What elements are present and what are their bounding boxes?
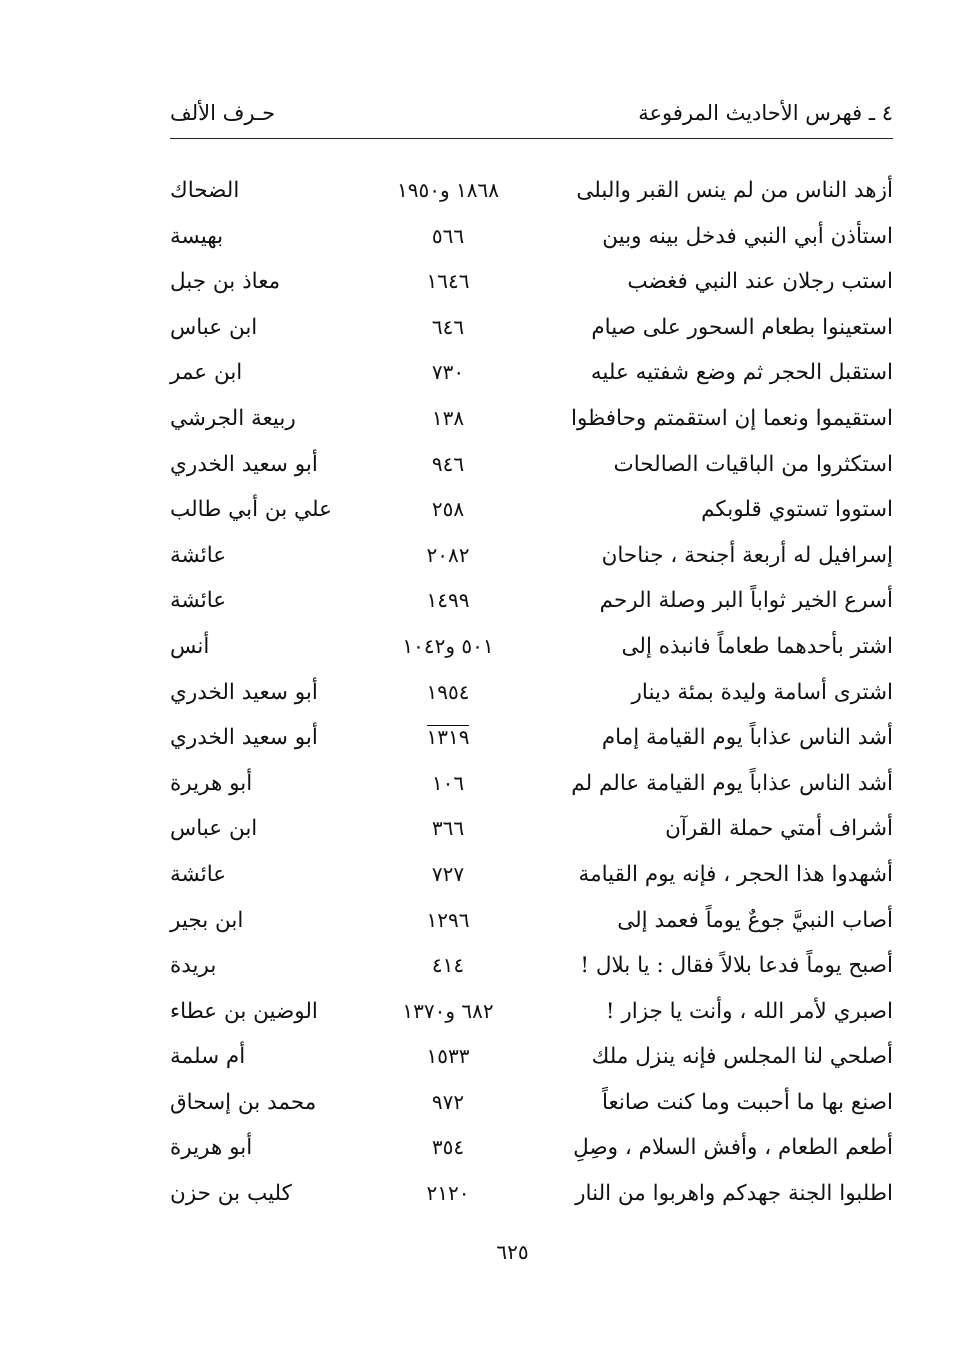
hadith-text: أطعم الطعام ، وأفش السلام ، وصِلِ	[573, 1135, 893, 1161]
narrator-name	[170, 214, 400, 260]
narrator-name-value: أم سلمة	[170, 1044, 246, 1070]
narrator-name	[170, 396, 400, 442]
narrator-name-value: أبو هريرة	[170, 770, 253, 796]
letter-title: حـرف الألف	[170, 101, 276, 125]
hadith-number-value: ٥٦٦	[431, 223, 465, 248]
narrator-name-value: عائشة	[170, 588, 227, 614]
narrator-name-value: بهيسة	[170, 223, 224, 249]
narrator-name	[170, 989, 400, 1035]
narrator-name	[170, 761, 400, 807]
hadith-number-value: ٧٣٠	[431, 360, 465, 385]
hadith-number-value: ٢١٢٠	[426, 1181, 470, 1206]
hadith-text: استقيموا ونعما إن استقمتم وحافظوا	[571, 405, 893, 431]
hadith-text: أشد الناس عذاباً يوم القيامة إمام	[601, 725, 893, 751]
narrator-name	[170, 943, 400, 989]
index-row	[170, 168, 893, 214]
hadith-text: اطلبوا الجنة جهدكم واهربوا من النار	[575, 1181, 893, 1207]
index-row	[170, 487, 893, 533]
index-row	[170, 214, 893, 260]
narrator-name-value: بريدة	[170, 953, 217, 979]
hadith-text: أصاب النبيَّ جوعٌ يوماً فعمد إلى	[617, 907, 893, 933]
index-row	[170, 624, 893, 670]
hadith-text: أزهد الناس من لم ينس القبر والبلى	[576, 178, 893, 203]
hadith-index-table	[170, 168, 893, 1217]
narrator-name	[170, 715, 400, 761]
narrator-name-value: أبو هريرة	[170, 1135, 253, 1161]
hadith-text: استعينوا بطعام السحور على صيام	[591, 314, 893, 340]
hadith-text: اشتر بأحدهما طعاماً فانبذه إلى	[621, 633, 893, 659]
index-row	[170, 442, 893, 488]
index-row	[170, 1080, 893, 1126]
narrator-name-value: الوضين بن عطاء	[170, 998, 318, 1024]
narrator-name	[170, 1034, 400, 1080]
narrator-name	[170, 1171, 400, 1217]
narrator-name-value: ابن بجير	[170, 907, 244, 933]
hadith-number-value: ١٢٩٦	[426, 907, 470, 932]
narrator-name	[170, 442, 400, 488]
header-divider	[170, 138, 893, 139]
narrator-name-value: ابن عباس	[170, 816, 258, 842]
index-row	[170, 578, 893, 624]
hadith-number-value: ٩٤٦	[431, 451, 465, 476]
hadith-number-value: ٤١٤	[431, 953, 465, 978]
narrator-name	[170, 168, 400, 214]
index-row	[170, 852, 893, 898]
index-row	[170, 259, 893, 305]
narrator-name	[170, 852, 400, 898]
hadith-number-value: ١٤٩٩	[426, 588, 470, 613]
hadith-number-value: ١٠٦	[431, 770, 465, 795]
hadith-text: إسرافيل له أربعة أجنحة ، جناحان	[601, 542, 893, 568]
narrator-name	[170, 578, 400, 624]
hadith-number-value: ٢٠٨٢	[426, 542, 470, 567]
narrator-name	[170, 624, 400, 670]
hadith-text: أسرع الخير ثواباً البر وصلة الرحم	[599, 588, 893, 614]
index-row	[170, 1034, 893, 1080]
hadith-text: استب رجلان عند النبي فغضب	[627, 269, 893, 295]
narrator-name	[170, 806, 400, 852]
hadith-text: أشهدوا هذا الحجر ، فإنه يوم القيامة	[578, 861, 893, 887]
hadith-text: اصنع بها ما أحببت وما كنت صانعاً	[601, 1089, 893, 1115]
narrator-name-value: أبو سعيد الخدري	[170, 679, 318, 705]
page-number: ٦٢٥	[496, 1240, 529, 1264]
hadith-number-value: ١٣٨	[431, 405, 465, 430]
hadith-text: اصبري لأمر الله ، وأنت يا جزار !	[605, 998, 893, 1024]
narrator-name	[170, 350, 400, 396]
hadith-text: استووا تستوي قلوبكم	[701, 497, 893, 523]
index-row	[170, 305, 893, 351]
page-header	[170, 96, 893, 130]
narrator-name	[170, 533, 400, 579]
index-row	[170, 989, 893, 1035]
hadith-number-value: ١٦٤٦	[426, 269, 470, 294]
narrator-name-value: علي بن أبي طالب	[170, 497, 332, 523]
narrator-name-value: محمد بن إسحاق	[170, 1089, 317, 1115]
narrator-name-value: أبو سعيد الخدري	[170, 725, 318, 751]
hadith-text: أشد الناس عذاباً يوم القيامة عالم لم	[571, 770, 893, 796]
narrator-name	[170, 1125, 400, 1171]
section-title: ٤ ـ فهرس الأحاديث المرفوعة	[638, 101, 893, 125]
index-row	[170, 670, 893, 716]
narrator-name-value: عائشة	[170, 861, 227, 887]
narrator-name	[170, 1080, 400, 1126]
index-row	[170, 715, 893, 761]
hadith-number-value: ٣٥٤	[431, 1135, 465, 1160]
hadith-number-value: ٢٥٨	[431, 497, 465, 522]
narrator-name-value: كليب بن حزن	[170, 1181, 292, 1207]
narrator-name-value: أنس	[170, 633, 210, 659]
hadith-text: اشترى أسامة وليدة بمئة دينار	[631, 679, 893, 705]
hadith-number-value: ٩٧٢	[431, 1089, 465, 1114]
narrator-name-value: أبو سعيد الخدري	[170, 451, 318, 477]
hadith-text: استأذن أبي النبي فدخل بينه وبين	[602, 223, 893, 249]
hadith-number-value: ١٩٥٤	[426, 679, 470, 704]
narrator-name-value: عائشة	[170, 542, 227, 568]
hadith-number-value: ١٨٦٨ و١٩٥٠	[397, 178, 499, 202]
hadith-text: استقبل الحجر ثم وضع شفتيه عليه	[590, 360, 893, 386]
hadith-text: أصبح يوماً فدعا بلالاً فقال : يا بلال !	[580, 953, 893, 979]
hadith-number-value: ٥٠١ و١٠٤٢	[402, 633, 494, 658]
narrator-name-value: معاذ بن جبل	[170, 269, 281, 295]
index-row	[170, 533, 893, 579]
index-row	[170, 350, 893, 396]
hadith-text: أصلحي لنا المجلس فإنه ينزل ملك	[591, 1044, 893, 1070]
narrator-name	[170, 305, 400, 351]
hadith-text: استكثروا من الباقيات الصالحات	[613, 451, 893, 477]
narrator-name	[170, 670, 400, 716]
hadith-text: أشراف أمتي حملة القرآن	[665, 816, 893, 842]
index-row	[170, 898, 893, 944]
hadith-number-value: ٣٦٦	[431, 816, 465, 841]
narrator-name-value: ربيعة الجرشي	[170, 405, 296, 431]
narrator-name-value: ابن عباس	[170, 314, 258, 340]
index-row	[170, 1125, 893, 1171]
hadith-number-value: ١٥٣٣	[426, 1044, 470, 1069]
index-row	[170, 396, 893, 442]
index-row	[170, 943, 893, 989]
index-row	[170, 806, 893, 852]
hadith-number-value: ٧٢٧	[431, 861, 465, 886]
hadith-number-value: ٦٤٦	[431, 314, 465, 339]
hadith-number-value: ٦٨٢ و١٣٧٠	[402, 998, 494, 1023]
narrator-name	[170, 487, 400, 533]
index-row	[170, 1171, 893, 1217]
hadith-number-value: ١٣١٩	[426, 725, 470, 750]
narrator-name-value: ابن عمر	[170, 360, 243, 386]
narrator-name-value: الضحاك	[170, 178, 240, 203]
narrator-name	[170, 898, 400, 944]
index-row	[170, 761, 893, 807]
narrator-name	[170, 259, 400, 305]
